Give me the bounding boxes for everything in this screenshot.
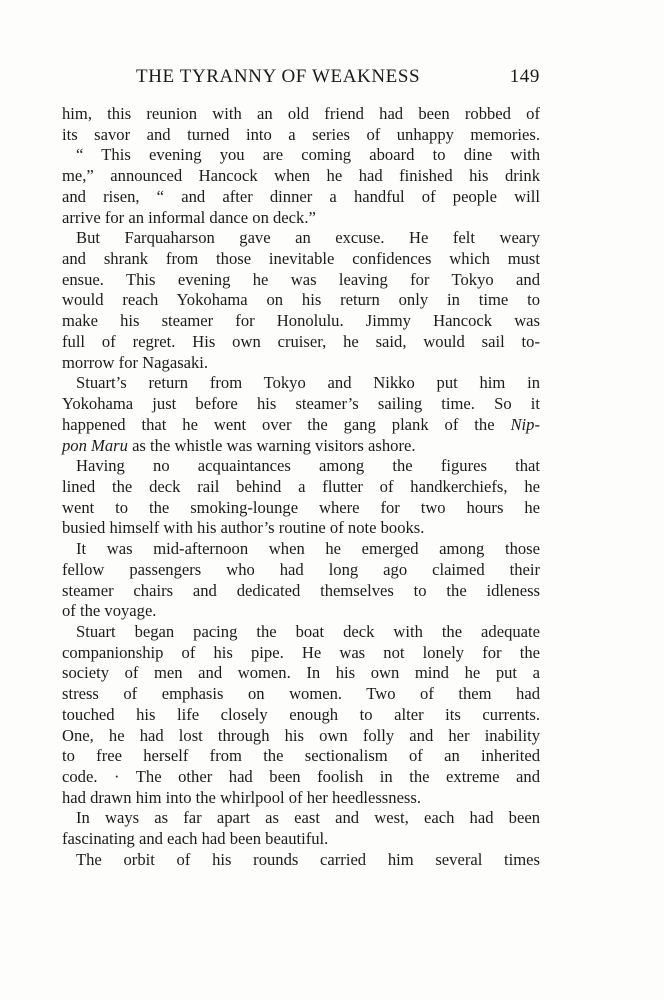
text-line: Yokohama just before his steamer’s sailing time. So it xyxy=(62,394,540,414)
text-line: stress of emphasis on women. Two of them had xyxy=(62,684,540,704)
text-line: fascinating and each had been beautiful. xyxy=(62,829,329,849)
text-line: me,” announced Hancock when he had finished his drink xyxy=(62,166,540,186)
text-line: “ This evening you are coming aboard to dine with xyxy=(76,145,540,165)
text-line: arrive for an informal dance on deck.” xyxy=(62,207,316,227)
text-line: of the voyage. xyxy=(62,601,157,621)
text-line: went to the smoking-lounge where for two hours he xyxy=(62,497,540,517)
text-line: full of regret. His own cruiser, he said, would sail to- xyxy=(62,331,540,351)
text-line: steamer chairs and dedicated themselves to the idleness xyxy=(62,580,540,600)
text-line: and shrank from those inevitable confidences which must xyxy=(62,249,540,269)
text-line: and risen, “ and after dinner a handful of people will xyxy=(62,186,540,206)
text-line xyxy=(62,415,540,436)
text-line: touched his life closely enough to alter its currents. xyxy=(62,704,540,724)
text-line: Stuart’s return from Tokyo and Nikko put him in xyxy=(76,373,540,393)
text-segment: happened that he went over the gang plank of the xyxy=(62,414,511,434)
italic-ship-name: pon Maru xyxy=(62,435,128,455)
text-line: It was mid-afternoon when he emerged among those xyxy=(76,539,540,559)
text-line: fellow passengers who had long ago claimed their xyxy=(62,559,540,579)
page-number: 149 xyxy=(509,66,540,87)
text-line: society of men and women. In his own mind he put a xyxy=(62,663,540,683)
text-line: morrow for Nagasaki. xyxy=(62,352,209,372)
text-line: ensue. This evening he was leaving for Tokyo and xyxy=(62,269,540,289)
italic-ship-name: Nip- xyxy=(510,414,540,434)
text-line: code. · The other had been foolish in the extreme and xyxy=(62,767,540,786)
body-text xyxy=(62,104,540,871)
text-line: But Farquaharson gave an excuse. He felt weary xyxy=(76,228,540,248)
text-line: had drawn him into the whirlpool of her heedlessness. xyxy=(62,787,421,807)
page-header xyxy=(62,66,540,92)
text-line: its savor and turned into a series of unhappy memories. xyxy=(62,124,540,144)
text-line: busied himself with his author’s routine of note books. xyxy=(62,518,425,538)
text-line: him, this reunion with an old friend had been robbed of xyxy=(62,104,540,123)
text-segment: as the whistle was warning visitors ashore. xyxy=(127,435,416,455)
text-line: In ways as far apart as east and west, each had been xyxy=(76,808,540,828)
text-line: Having no acquaintances among the figures that xyxy=(76,456,540,476)
text-line: Stuart began pacing the boat deck with the adequate xyxy=(76,621,540,641)
text-line: make his steamer for Honolulu. Jimmy Hancock was xyxy=(62,311,540,331)
text-line: to free herself from the sectionalism of an inherited xyxy=(62,746,540,766)
text-line: would reach Yokohama on his return only in time to xyxy=(62,290,540,310)
running-title: THE TYRANNY OF WEAKNESS xyxy=(136,66,421,87)
text-line: The orbit of his rounds carried him several times xyxy=(76,849,540,869)
text-line: One, he had lost through his own folly and her inability xyxy=(62,725,540,745)
text-line xyxy=(62,436,540,457)
text-line: companionship of his pipe. He was not lonely for the xyxy=(62,642,540,662)
text-line: lined the deck rail behind a flutter of handkerchiefs, he xyxy=(62,476,540,496)
